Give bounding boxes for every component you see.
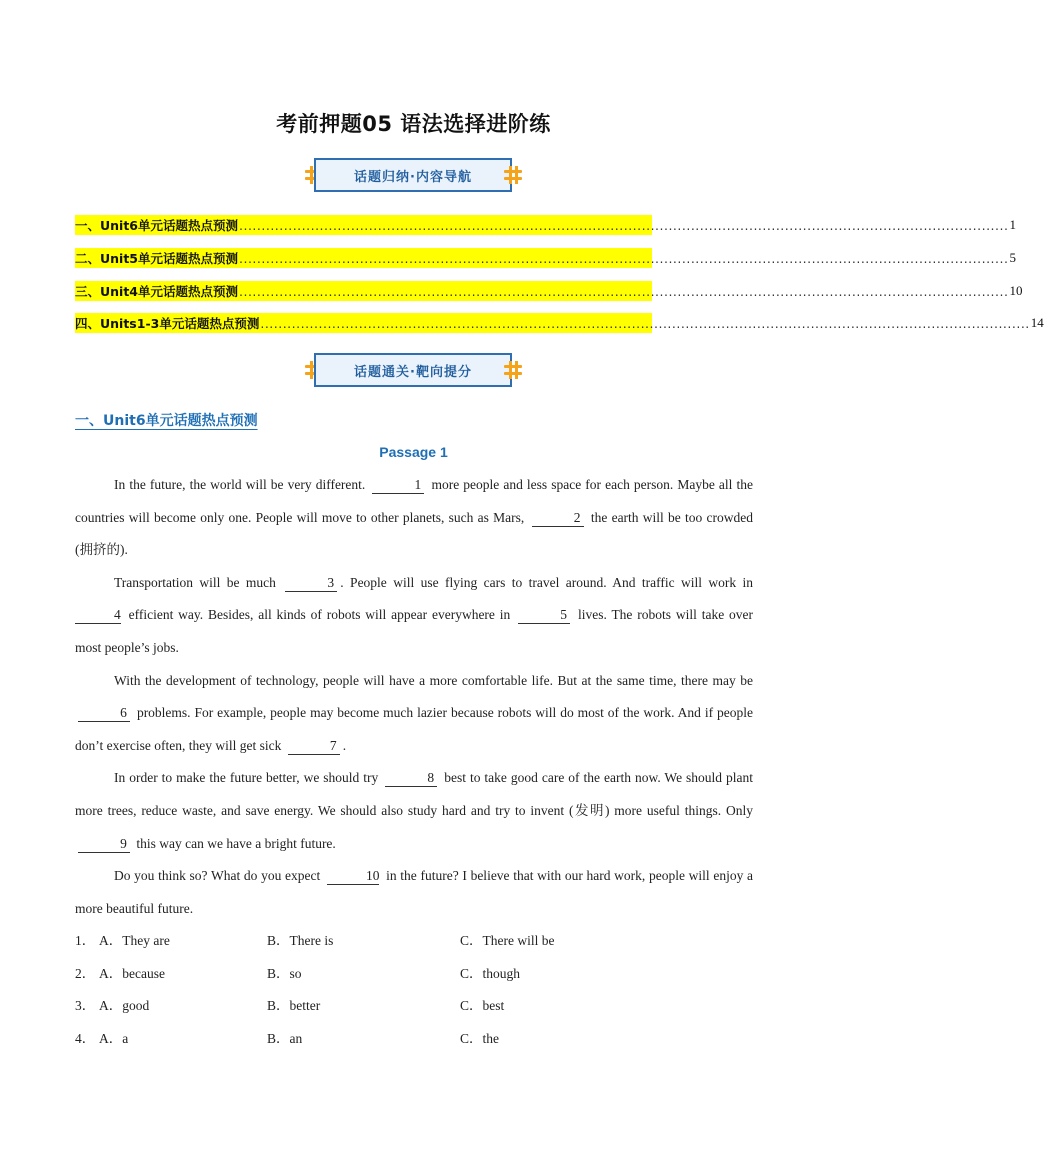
text: .: [342, 737, 347, 753]
question-number: 1．: [75, 933, 96, 948]
toc-leader-dots: ............................................................................................................................................................................: [239, 217, 1009, 233]
toc-entry-page: 5: [1009, 250, 1016, 265]
toc-entry[interactable]: [75, 248, 1016, 268]
banner-right-deco-icon: [504, 166, 522, 184]
option-a[interactable]: A．They are: [99, 933, 170, 948]
option-b[interactable]: B．so: [267, 965, 302, 981]
option-b[interactable]: B．better: [267, 998, 321, 1014]
toc-entry[interactable]: [75, 281, 1023, 301]
toc-entry-label: 四、Units1-3单元话题热点预测: [75, 316, 260, 331]
text: . People will use flying cars to travel around. And traffic will work in: [340, 574, 753, 590]
blank-10[interactable]: 10: [327, 868, 380, 885]
toc-leader-dots: ............................................................................................................................................................................: [239, 250, 1009, 266]
toc-entry-page: 1: [1009, 217, 1016, 232]
passage-title: Passage 1: [379, 444, 448, 460]
text: With the development of technology, people will have a more comfortable life. But at the same time, there may be: [114, 672, 753, 688]
toc-leader-dots: ............................................................................................................................................................................: [239, 283, 1009, 299]
option-a[interactable]: A．a: [99, 1030, 129, 1046]
toc-entry[interactable]: [75, 215, 1016, 235]
paragraph-2: [75, 567, 753, 665]
option-row-4: [75, 1023, 753, 1056]
option-c[interactable]: C．though: [460, 965, 521, 981]
blank-5[interactable]: 5: [518, 607, 570, 624]
option-row-3: [75, 990, 753, 1023]
toc-leader-dots: ............................................................................................................................................................................: [260, 315, 1030, 331]
option-row-2: [75, 958, 753, 991]
drill-banner: [0, 353, 827, 391]
option-b[interactable]: B．There is: [267, 933, 334, 948]
option-c[interactable]: C．best: [460, 998, 505, 1014]
text: best to take good care of the earth now. We should plant more trees, reduce waste, and save energy. We should also study hard and try to invent (发明) more useful things. Only: [75, 770, 754, 818]
text: Transportation will be much: [114, 574, 276, 590]
paragraph-5: [75, 860, 753, 925]
text: this way can we have a bright future.: [136, 835, 336, 851]
text: the earth will be too crowded (拥挤的).: [75, 509, 754, 558]
toc-entry-label: 二、Unit5单元话题热点预测: [75, 251, 239, 266]
text: problems. For example, people may become much lazier because robots will do most of the work. And if people don’t exercise often, they will get sick: [75, 705, 754, 753]
option-c[interactable]: C．There will be: [460, 933, 555, 948]
text: In order to make the future better, we should try: [114, 770, 379, 786]
blank-2[interactable]: 2: [532, 510, 584, 527]
blank-4[interactable]: 4: [75, 607, 121, 624]
question-number: 3．: [75, 998, 96, 1014]
blank-6[interactable]: 6: [78, 705, 130, 722]
blank-3[interactable]: 3: [285, 575, 337, 592]
option-row-1: [75, 925, 753, 958]
text: in the future? I believe that with our hard work, people will enjoy a more beautiful future.: [75, 868, 754, 916]
paragraph-1: [75, 469, 753, 567]
blank-7[interactable]: 7: [288, 738, 340, 755]
paragraph-4: [75, 762, 753, 860]
toc-entry-page: 14: [1030, 315, 1044, 330]
passage-body: [75, 469, 753, 925]
question-number: 4．: [75, 1030, 96, 1046]
page-title: 考前押题05 语法选择进阶练: [276, 112, 551, 136]
option-c[interactable]: C．the: [460, 1030, 499, 1046]
blank-8[interactable]: 8: [385, 770, 437, 787]
toc-entry[interactable]: [75, 313, 1044, 333]
text: In the future, the world will be very different.: [114, 477, 366, 492]
drill-banner-label: 话题通关·靶向提分: [314, 353, 512, 387]
text: more people and less space for each person. Maybe all the countries will become only one. People will move to other planets, such as Mars,: [75, 477, 753, 525]
text: lives. The robots will take over most people’s jobs.: [75, 607, 754, 655]
paragraph-3: [75, 665, 753, 763]
option-a[interactable]: A．good: [99, 998, 150, 1014]
nav-banner: [0, 158, 827, 196]
blank-9[interactable]: 9: [78, 836, 130, 853]
option-b[interactable]: B．an: [267, 1030, 303, 1046]
banner-right-deco-icon: [504, 361, 522, 379]
section-heading[interactable]: 一、Unit6单元话题热点预测: [75, 413, 258, 429]
text: Do you think so? What do you expect: [114, 868, 321, 884]
option-a[interactable]: A．because: [99, 965, 165, 981]
question-number: 2．: [75, 965, 96, 981]
toc-entry-page: 10: [1009, 283, 1023, 298]
toc-entry-label: 一、Unit6单元话题热点预测: [75, 218, 239, 233]
answer-options: [75, 925, 753, 1055]
text: efficient way. Besides, all kinds of robots will appear everywhere in: [128, 607, 511, 623]
toc-entry-label: 三、Unit4单元话题热点预测: [75, 284, 239, 299]
blank-1[interactable]: 1: [372, 477, 424, 494]
nav-banner-label: 话题归纳·内容导航: [314, 158, 512, 192]
